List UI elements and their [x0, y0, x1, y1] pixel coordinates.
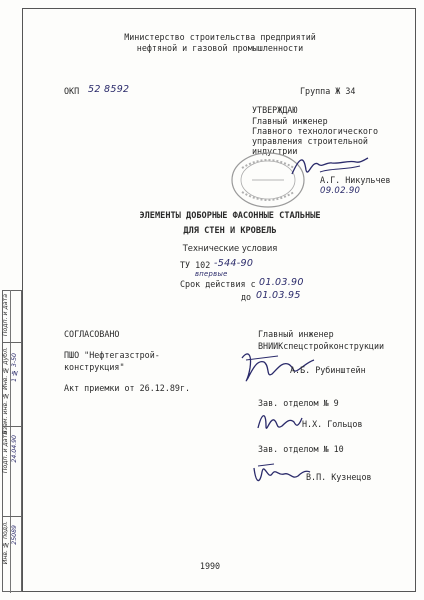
- ministry-line-2: нефтяной и газовой промышленности: [136, 43, 304, 53]
- side-stamp-value-4: 25089: [11, 525, 18, 545]
- first-time-note: впервые: [195, 270, 228, 278]
- side-stamp-col-3: [2, 426, 22, 517]
- tu-number: -544-90: [214, 258, 254, 269]
- valid-to: 01.03.95: [256, 290, 301, 301]
- validity-label: Срок действия с: [180, 279, 256, 289]
- chief-org: ВНИИКспецстройконструкции: [258, 341, 385, 351]
- dept10-title: Зав. отделом № 10: [258, 444, 344, 454]
- approval-line-3: управления строительной: [252, 136, 368, 146]
- agreed-title: СОГЛАСОВАНО: [64, 329, 120, 339]
- okp-value: 52 8592: [88, 84, 130, 95]
- agreed-org-line-2: конструкция": [64, 362, 125, 372]
- dept9-title: Зав. отделом № 9: [258, 398, 339, 408]
- side-stamp-value-2: 1 № 3-50: [11, 353, 18, 382]
- side-stamp-label-1: Подп. и дата: [2, 294, 9, 337]
- chief-title: Главный инженер: [258, 329, 334, 339]
- side-stamp-col-4: [2, 516, 22, 593]
- ministry-line-1: Министерство строительства предприятий: [124, 32, 316, 42]
- document-title-line-1: ЭЛЕМЕНТЫ ДОБОРНЫЕ ФАСОННЫЕ СТАЛЬНЫЕ: [139, 211, 321, 221]
- side-stamp: [2, 290, 22, 592]
- side-stamp-label-2: Взам. инв. № Инв. № дубл.: [2, 347, 9, 435]
- approval-line-2: Главного технологического: [252, 126, 379, 136]
- side-stamp-col-1: [2, 290, 22, 342]
- approval-line-4: индустрии: [252, 146, 298, 156]
- signature-kuznetsov: [252, 458, 312, 488]
- valid-from: 01.03.90: [259, 277, 304, 288]
- document-subtitle: Технические условия: [182, 243, 278, 253]
- valid-to-label: до: [241, 292, 252, 302]
- side-stamp-col-2: [2, 342, 22, 435]
- footer-year: 1990: [199, 561, 221, 571]
- approval-date: 09.02.90: [320, 186, 361, 196]
- dept9-name: Н.Х. Гольцов: [302, 419, 363, 429]
- okp-label: ОКП: [64, 86, 80, 96]
- approver-name: А.Г. Никульчев: [320, 175, 391, 185]
- tu-prefix: ТУ 102: [180, 260, 211, 270]
- approval-title: УТВЕРЖДАЮ: [252, 105, 298, 115]
- chief-name: А.Б. Рубинштейн: [290, 365, 366, 375]
- signature-goltsov: [256, 408, 306, 436]
- side-stamp-label-4: Инв. № подл.: [2, 521, 9, 565]
- side-stamp-label-3: Подп. и дата: [2, 431, 9, 474]
- page-frame: [22, 8, 416, 592]
- side-stamp-value-3: 24.04.90: [11, 435, 18, 463]
- dept10-name: В.П. Кузнецов: [306, 472, 372, 482]
- agreed-org-line-1: ПШО "Нефтегазстрой-: [64, 350, 160, 360]
- group-code: Группа Ж 34: [300, 86, 356, 96]
- agreed-act: Акт приемки от 26.12.89г.: [64, 383, 191, 393]
- document-title-line-2: ДЛЯ СТЕН И КРОВЕЛЬ: [183, 226, 277, 236]
- approval-line-1: Главный инженер: [252, 116, 328, 126]
